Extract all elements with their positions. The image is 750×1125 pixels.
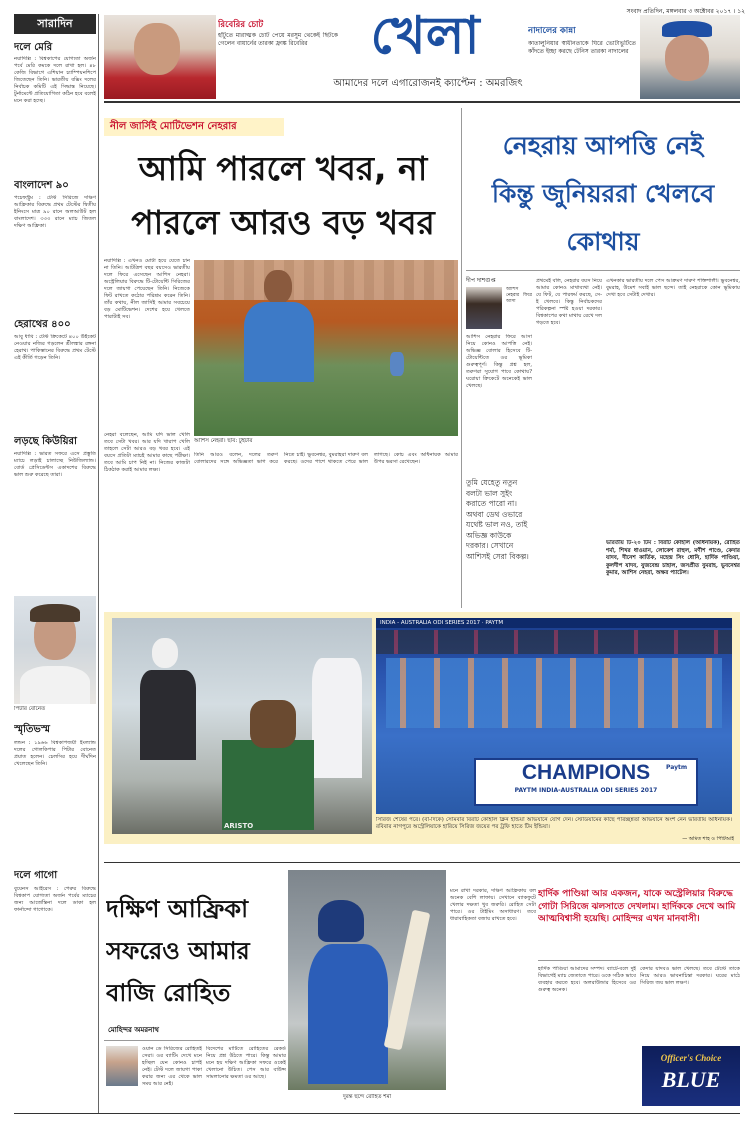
second-body-2: প্রথমেই বলি, নেহরার বয়স নিয়ে আমার কোনও মাথাব্যথা নেই। যে ফিট, যে পারফর্ম করছে, সে-ই খেলবে। কিন্তু নির্বাচকদের পরিকল্পনা স্পষ্ট হওয়া দরকার। বিশ্বকাপের কথা মাথায় রেখে দল গড়তে হবে। <box>536 278 602 326</box>
second-headline-2: কিন্তু জুনিয়ররা খেলবে কোথায় <box>491 179 715 256</box>
left-teaser-heading: রিবেরির চোট <box>218 20 264 30</box>
bottom-pullquote: হার্দিক পাণ্ডিয়া আর একজন, যাকে অস্ট্রেলিয়ার বিরুদ্ধে গোটা সিরিজে ঝলসাতে দেখলাম। হার্দিককে দেখে আমি আত্মবিশ্বাসী হয়েছি। মোহিন্দর এখন মানবাসী। <box>538 889 736 924</box>
memorial-heading: স্মৃতিভস্ম <box>14 724 50 735</box>
sidebar-item-text-1: নয়াদিল্লি : বিশ্বকাপের যোগ্যতা অর্জন পর্বে মেরি কমকে দলে রাখা হল। ৪৮ কেজি বিভাগে এশিয়ান চ্যাম্পিয়নশিপে জিতেছেন তিনি। ভারতীয় বক্সিং দলের নির্বাচক কমিটি এই সিদ্ধান্ত নিয়েছে। টুর্নামেন্টে প্রতিযোগিতা কঠিন হবে বলেই মনে করা হচ্ছে। <box>14 56 96 104</box>
officers-choice-ad <box>642 1046 740 1106</box>
bottom-body-5: কেদার যাদবও ভাল খেলছে। তবে টেস্টে তাকে নিয়ে আরও ভাবনাচিন্তা দরকার। ঘরের মাঠে সিরিজ জয় ভাল লক্ষণ। <box>640 966 740 986</box>
ribery-photo <box>104 15 216 99</box>
sidebar-item-text-3: আবু ধাবি : টেস্ট ক্রিকেটে ৪০০ উইকেট নেওয়ার নজির গড়লেন শ্রীলঙ্কার রঙ্গনা হেরাথ। পাকিস্তানের বিরুদ্ধে প্রথম টেস্টে এই কীর্তি গড়েন তিনি। <box>14 334 96 361</box>
sidebar-item-text-4: নয়াদিল্লি : ভারত সফরে এসে প্রস্তুতি ম্যাচে লড়াই চালাচ্ছে নিউজিল্যান্ড। বোর্ড প্রেসিডেন্টস একাদশের বিরুদ্ধে ভাল শুরু করেছে তারা। <box>14 451 96 478</box>
rohit-caption: দুরন্ত ছন্দে রোহিত শর্মা <box>342 1094 392 1100</box>
ad-brand: Officer's Choice <box>660 1053 722 1063</box>
nehra-photo <box>194 260 458 436</box>
sidebar-item-text-2: পচেফস্ট্রুম : টেস্ট সিরিজে দক্ষিণ আফ্রিকার বিরুদ্ধে প্রথম টেস্টের দ্বিতীয় ইনিংসে মাত্র ৯০ রানে অলআউট হল বাংলাদেশ। ৩৩৩ রানে ম্যাচ জিতল দক্ষিণ আফ্রিকা। <box>14 195 96 229</box>
masthead-title: খেলা <box>370 6 480 66</box>
champions-board <box>474 758 698 806</box>
sidebar-item-heading-1: দলে মেরি <box>14 42 53 53</box>
bottom-body-1: ওয়ান ডে সিরিজের রোহিতই সেরা। ওর ব্যাটিং দেখে মনে হচ্ছিল যেন কোনও চাপই নেই। টেস্ট দলে জায়গা পাকা করার জন্য এর থেকে ভাল সময় আর নেই। <box>142 1046 202 1087</box>
champions-title: CHAMPIONS <box>521 761 651 784</box>
bottom-body-3: মনে রাখা দরকার, দক্ষিণ আফ্রিকায় বল অনেক বেশি লাফায়। সেখানে ব্যাকফুটে খেলার দক্ষতা খুব জরুরি। রোহিত সেটা পারে। ওর টাইমিং অসাধারণ। তবে ধারাবাহিকতা বজায় রাখতে হবে। <box>450 888 536 922</box>
date-line: সংবাদ প্রতিদিন, মঙ্গলবার ৩ অক্টোবর ২০১৭ । ১২ <box>626 8 745 15</box>
clean-drive-photo <box>112 618 372 834</box>
sidebar-item-heading-4: লড়ছে কিউয়িরা <box>14 436 77 447</box>
memorial-text: লন্ডন : ১৯৬৬ বিশ্বকাপজয়ী ইংল্যান্ড দলের গোলকিপার পিটার বোনেত প্রয়াত হলেন। চেলসির হয়ে দীর্ঘদিন খেলেছেন তিনি। <box>14 740 96 767</box>
photo-band-caption: সিরিজ শেষের পরে। (বাঁ-দিকে) সোমবার বিরাট কোহলি ক্লিন ইন্ডিয়া অভিযানে যোগ দেন। স্টেডিয়ামের কাছে পরিচ্ছন্নতা অভিযানে অংশ নেন ভারতীয় অধিনায়ক। রবিবার নাগপুরে অস্ট্রেলিয়াকে হারিয়ে সিরিজ জয়ের পর ট্রফি হাতে টিম ইন্ডিয়া। <box>376 817 732 830</box>
columnist-photo <box>466 287 502 329</box>
bottom-headline: দক্ষিণ আফ্রিকা সফরেও আমার বাজি রোহিত <box>106 895 250 1007</box>
lead-headline: আমি পারলে খবর, না পারলে আরও বড় খবর <box>131 149 435 242</box>
squad-block <box>606 540 740 606</box>
rohit-photo <box>288 870 446 1090</box>
final-text: বুয়েনস আইরেস : পেরুর বিরুদ্ধে বিশ্বকাপ যোগ্যতা অর্জন পর্বের ম্যাচের জন্য আর্জেন্তিনা দলে ডাকা হল ফার্নান্দো গাগোকে। <box>14 886 96 913</box>
bottom-body-4: হার্দিক পাণ্ডিয়া আমাদের সম্পদ। ব্যাটে-বলে দুই বিভাগেই ম্যাচ জেতাতে পারে। ওকে সঠিক ভাবে ব্যবহার করতে হবে। অলরাউন্ডার হিসেবে ওর গুরুত্ব অনেক। <box>538 966 636 993</box>
sidebar-header: সারাদিন <box>14 14 96 34</box>
nehra-photo-caption: আশিস নেহরা। ছবি: টুইটার <box>194 438 253 444</box>
final-heading: দলে গাগো <box>14 870 58 881</box>
bin-brand: ARISTO <box>224 822 254 830</box>
champions-sub: PAYTM INDIA-AUSTRALIA ODI SERIES 2017 <box>514 787 658 794</box>
right-teaser-heading: নাদালের কান্না <box>528 26 576 36</box>
squad-list: বিরাট কোহলি (অধিনায়ক), রোহিত শর্মা, শিখর ধাওয়ান, লোকেশ রাহুল, মণীশ পাণ্ডে, কেদার যাদব, দীনেশ কার্তিক, মহেন্দ্র সিং ধোনি, হার্দিক পাণ্ডিয়া, কুলদীপ যাদব, যুজবেন্দ্র চাহাল, জসপ্রীত বুমরাহ, ভুবনেশ্বর কুমার, আশিস নেহরা, অক্ষর প্যাটেল। <box>606 540 740 576</box>
sidebar-item-heading-2: বাংলাদেশ ৯০ <box>14 180 69 191</box>
masthead-tagline: আমাদের দলে এগারোজনই ক্যাপ্টেন : অমরজিৎ <box>333 78 523 89</box>
bottom-body-2: বিদেশের মাটিতে রোহিতের রেকর্ড নিয়ে প্রশ্ন উঠতে পারে। কিন্তু আমার মনে হয় দক্ষিণ আফ্রিকা সফরে ওকেই খেলানো উচিত। পেস আর বাউন্স সামলানোর ক্ষমতা ওর আছে। <box>206 1046 286 1080</box>
lead-body-2: নেহরা বলেছেন, আমি যদি ভাল খেলি তবে সেটা খবর। আর যদি খারাপ খেলি তাহলে সেটা আরও বড় খবর হবে। এই বয়সে প্রতিটা ম্যাচই আমার কাছে পরীক্ষা। তবে আমি চাপ নিই না। নিজের কাজটা ঠিকঠাক করাই আমার লক্ষ্য। <box>104 432 190 473</box>
ad-word: BLUE <box>661 1067 721 1092</box>
left-teaser-text: হাঁটুতে মারাত্মক চোট পেয়ে মরসুম থেকেই ছিটকে গেলেন বায়ার্নের তারকা ফ্রাঙ্ক রিবেরির <box>218 32 338 47</box>
lead-body-3: তিনি আরও বলেন, দলের তরুণ বোলারদের সঙ্গে অভিজ্ঞতা ভাগ করে নিতে চাই। ভুবনেশ্বর, বুমরাহরা দারুণ বল করছে। ওদের পাশে থাকতে পেরে ভাল লাগছে। কোচ এবং অধিনায়ক আমার উপর ভরসা রেখেছেন। <box>194 452 458 465</box>
second-body-1b: আশিস নেহরার ফিরে আসা <box>506 287 532 304</box>
bottom-byline: মোহিন্দর অমরনাথ <box>108 1026 159 1034</box>
photo-band <box>104 612 740 844</box>
right-teaser-text: কাতালুনিয়ার স্বাধীনতাকে ঘিরে ভোটাভুটিতে কাঁদতে ইচ্ছা করছে টেনিস তারকা নাদালের <box>528 40 636 55</box>
bonetti-caption: পিটার বোনেত <box>14 706 46 712</box>
amarnath-photo <box>106 1046 138 1086</box>
second-body-1: আশিস নেহরার ফিরে আসা নিয়ে কোনও আপত্তি নেই। অভিজ্ঞ বোলার হিসেবে টি-টোয়েন্টিতে ওর ভূমিকা গুরুত্বপূর্ণ। কিন্তু প্রশ্ন হল, তরুণরা সুযোগ পাবে কোথায়? ঘরোয়া ক্রিকেটে অনেকেই ভাল খেলছে। <box>466 334 532 389</box>
sponsor-banner: INDIA - AUSTRALIA ODI SERIES 2017 · PAYTM <box>376 618 732 628</box>
second-byline: দীপ দাশগুপ্ত <box>466 277 496 284</box>
photo-band-credit: — অমিত শাহ ও পিটিআই <box>682 836 734 842</box>
lead-body-1: নয়াদিল্লি : এখনও মোটা হয়ে যেতে চান না তিনি। আটত্রিশ বছর বয়সেও ভারতীয় দলে ফিরে এসেছেন আশিস নেহরা। অস্ট্রেলিয়ার বিরুদ্ধে টি-টোয়েন্টি সিরিজের দলে জায়গা পেয়েছেন তিনি। নিজেকে ফিট রাখতে কঠোর পরিশ্রম করেন তিনি। তাঁর কথায়, নীল জার্সিই আমার সবচেয়ে বড় মোটিভেশন। দেশের হয়ে খেলতে পারাটাই সব। <box>104 258 190 320</box>
paytm-brand: Paytm <box>666 764 688 771</box>
second-body-3: এখনকার ভারতীয় দলে পেস আক্রমণ দারুণ শক্তিশালী। ভুবনেশ্বর, বুমরাহ, উমেশ সবাই ভাল ছন্দে। তাই নেহরাকে কোন ভূমিকায় দেখা হবে সেটাই দেখার। <box>606 278 740 298</box>
second-headline-1: নেহরায় আপত্তি নেই <box>502 131 704 160</box>
squad-label: ভারতীয় টি-২০ টিম : <box>606 540 656 546</box>
nadal-photo <box>640 15 740 99</box>
second-quote: তুমি যেহেতু নতুন বলটা ভাল সুইং করাতে পারো না। অথবা ডেথ ওভারে যথেষ্ট ভাল নও, তাই অভিজ্ঞ কাউকে দরকার। সেখানে আশিসই সেরা বিকল্প। <box>466 478 529 561</box>
lead-kicker: নীল জার্সিই মোটিভেশন নেহরার <box>104 118 284 136</box>
bonetti-photo <box>14 596 96 704</box>
trophy-photo <box>376 618 732 814</box>
sidebar-item-heading-3: হেরাথের ৪০০ <box>14 319 71 330</box>
